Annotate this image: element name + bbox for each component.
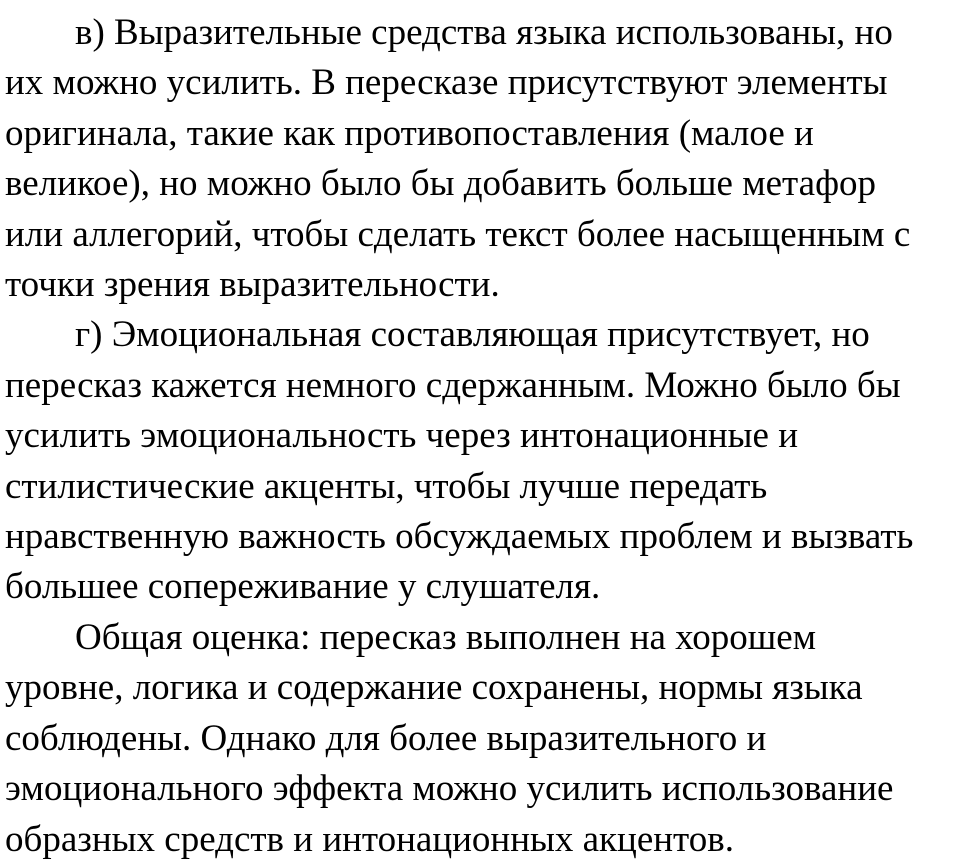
paragraph-overall-assessment bbox=[5, 613, 955, 865]
text-line: Общая оценка: пересказ выполнен на хорошем bbox=[75, 616, 817, 658]
text-line: усилить эмоциональность через интонационные и bbox=[5, 415, 798, 457]
text-line: точки зрения выразительности. bbox=[5, 264, 500, 306]
text-line: уровне, логика и содержание сохранены, нормы языка bbox=[5, 667, 863, 709]
text-line: образных средств и интонационных акцентов. bbox=[5, 818, 734, 860]
text-line: пересказ кажется немного сдержанным. Можно было бы bbox=[5, 364, 901, 406]
text-line: соблюдены. Однако для более выразительного и bbox=[5, 717, 767, 759]
text-line: или аллегорий, чтобы сделать текст более насыщенным с bbox=[5, 213, 911, 255]
text-line: нравственную важность обсуждаемых проблем и вызвать bbox=[5, 516, 914, 558]
text-line: в) Выразительные средства языка использованы, но bbox=[75, 12, 893, 53]
text-line: их можно усилить. В пересказе присутствуют элементы bbox=[5, 62, 888, 104]
text-line: эмоционального эффекта можно усилить использование bbox=[5, 768, 894, 810]
text-line: г) Эмоциональная составляющая присутствует, но bbox=[75, 314, 870, 356]
text-line: стилистические акценты, чтобы лучше передать bbox=[5, 465, 768, 507]
text-line: великое), но можно было бы добавить больше метафор bbox=[5, 163, 877, 205]
document-body bbox=[5, 8, 955, 865]
paragraph-emotional-component bbox=[5, 310, 955, 612]
paragraph-expressive-means bbox=[5, 8, 955, 310]
text-line: большее сопереживание у слушателя. bbox=[5, 566, 601, 608]
text-line: оригинала, такие как противопоставления (малое и bbox=[5, 112, 814, 154]
